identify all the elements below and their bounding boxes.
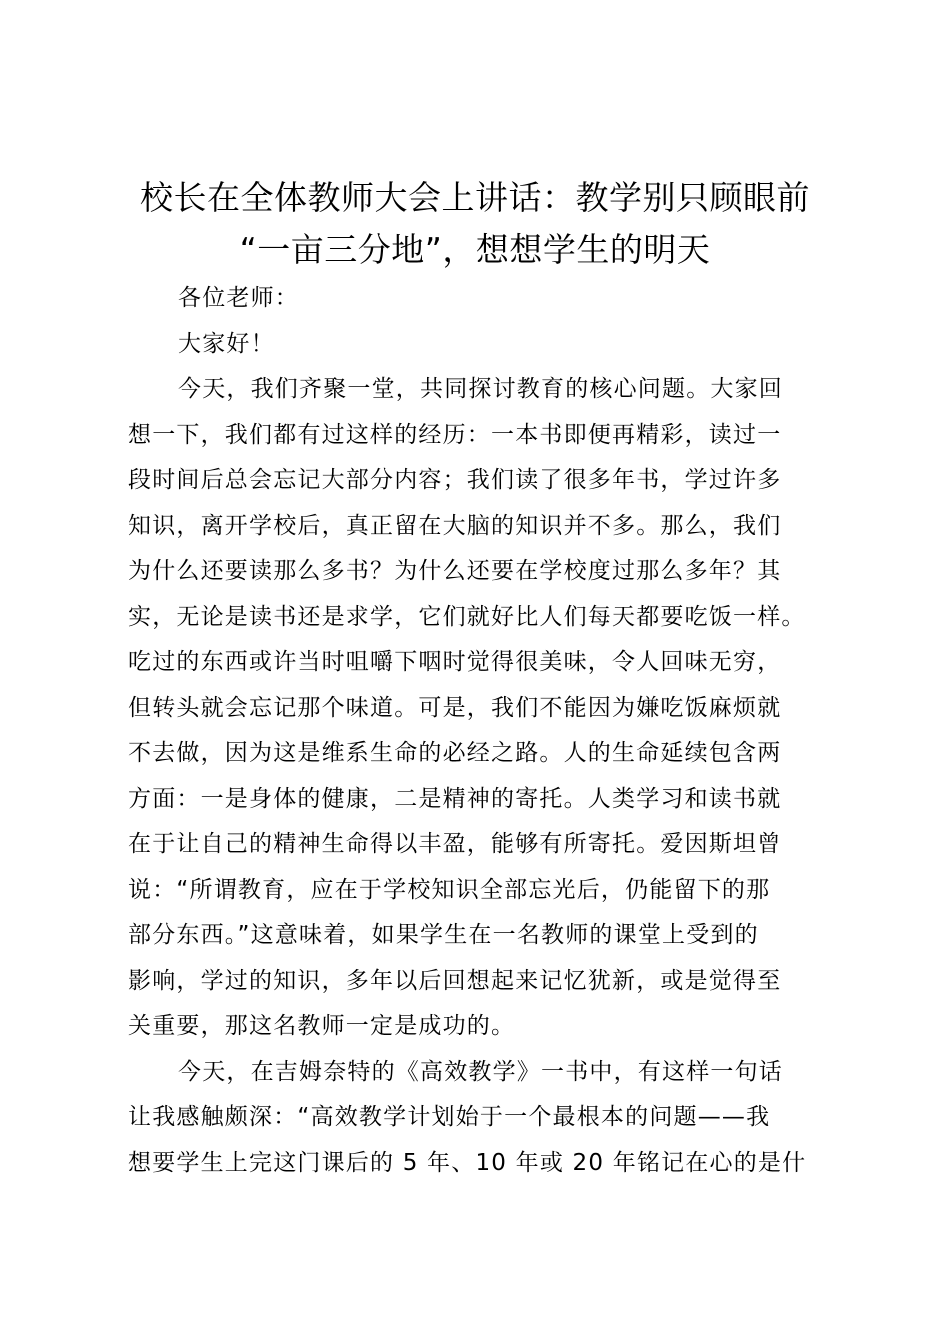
document-title — [100, 172, 850, 276]
text-line: 今天，我们齐聚一堂，共同探讨教育的核心问题。大家回 — [178, 376, 783, 402]
greeting-paragraph — [128, 322, 844, 368]
text-line: 但转头就会忘记那个味道。可是，我们不能因为嫌吃饭麻烦就 — [128, 694, 782, 721]
text-line: 说：“所谓教育，应在于学校知识全部忘光后，仍能留下的那 — [128, 876, 771, 903]
text-line: 吃过的东西或许当时咀嚼下咽时觉得很美味，令人回味无穷， — [128, 649, 782, 675]
document-body — [128, 276, 844, 1186]
text-line: 知识，离开学校后，真正留在大脑的知识并不多。那么，我们 — [128, 512, 782, 539]
text-line: 影响，学过的知识，多年以后回想起来记忆犹新，或是觉得至 — [128, 967, 782, 994]
text-line: 让我感触颇深：“高效教学计划始于一个最根本的问题——我 — [128, 1104, 771, 1130]
text-line: 想一下，我们都有过这样的经历：一本书即便再精彩，读过一 — [128, 421, 782, 448]
text-line: 在于让自己的精神生命得以丰盈，能够有所寄托。爱因斯坦曾 — [128, 831, 782, 857]
salutation-paragraph — [128, 276, 844, 322]
text-line: 为什么还要读那么多书？为什么还要在学校度过那么多年？其 — [128, 558, 782, 584]
text-line: 想要学生上完这门课后的 5 年、10 年或 20 年铭记在心的是什 — [128, 1149, 807, 1176]
paragraph-1 — [128, 367, 844, 1050]
text-line: 段时间后总会忘记大部分内容；我们读了很多年书，学过许多 — [128, 467, 782, 493]
text-line: 方面：一是身体的健康，二是精神的寄托。人类学习和读书就 — [128, 785, 782, 812]
text-line: 不去做，因为这是维系生命的必经之路。人的生命延续包含两 — [128, 740, 782, 766]
salutation: 各位老师： — [178, 285, 299, 311]
greeting: 大家好！ — [178, 330, 275, 357]
text-line: 今天，在吉姆奈特的《高效教学》一书中，有这样一句话 — [178, 1058, 783, 1085]
text-line: 实，无论是读书还是求学，它们就好比人们每天都要吃饭一样。 — [128, 603, 806, 630]
text-line: 部分东西。”这意味着，如果学生在一名教师的课堂上受到的 — [128, 922, 759, 948]
text-line: 关重要，那这名教师一定是成功的。 — [128, 1013, 516, 1039]
title-line-1: 校长在全体教师大会上讲话：教学别只顾眼前 — [140, 178, 810, 217]
paragraph-2 — [128, 1050, 844, 1187]
title-line-2: “一亩三分地”，想想学生的明天 — [239, 230, 711, 269]
